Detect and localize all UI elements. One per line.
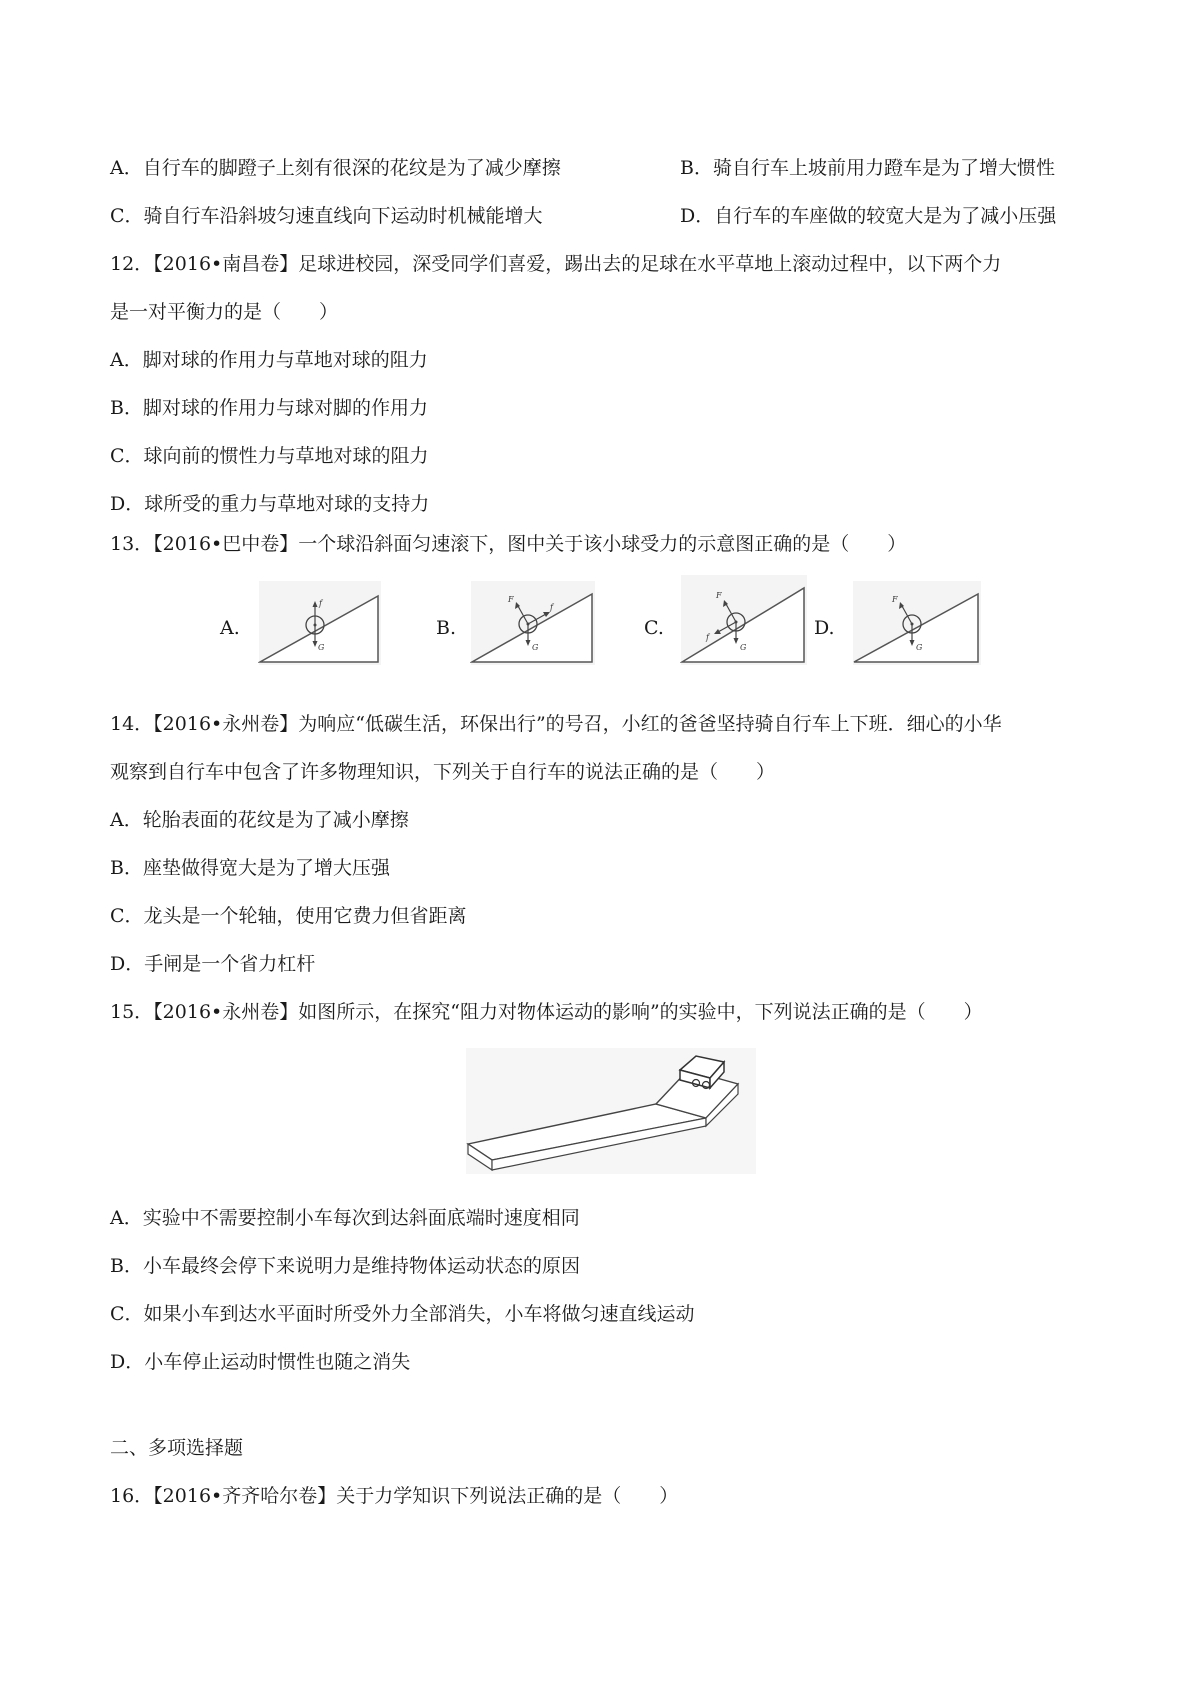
q16-stem: 16．【2016•齐齐哈尔卷】关于力学知识下列说法正确的是（ ） [110, 1485, 679, 1507]
force-label-f: f [319, 599, 322, 608]
q12-option-a: A．脚对球的作用力与草地对球的阻力 [110, 349, 428, 371]
q15-option-c: C．如果小车到达水平面时所受外力全部消失，小车将做匀速直线运动 [110, 1303, 695, 1325]
q15-stem: 15．【2016•永州卷】如图所示，在探究“阻力对物体运动的影响”的实验中，下列说法正确的是（ ） [110, 1001, 983, 1023]
q12-option-b: B．脚对球的作用力与球对脚的作用力 [110, 397, 428, 419]
force-label-g: G [916, 643, 923, 652]
q13-option-a-label: A. [220, 617, 240, 639]
section-title-multiple-choice: 二、多项选择题 [110, 1437, 244, 1459]
q15-option-d: D．小车停止运动时惯性也随之消失 [110, 1351, 411, 1373]
force-label-f-upper: F [508, 595, 514, 604]
q15-option-a: A．实验中不需要控制小车每次到达斜面底端时速度相同 [110, 1207, 580, 1229]
ramp-cart-figure [466, 1048, 756, 1174]
q14-option-b: B．座垫做得宽大是为了增大压强 [110, 857, 390, 879]
q13-option-d-label: D. [814, 617, 835, 639]
q12-option-d: D．球所受的重力与草地对球的支持力 [110, 493, 430, 515]
q13-option-c-label: C. [644, 617, 664, 639]
force-label-g: G [532, 643, 539, 652]
q12-stem-line2: 是一对平衡力的是（ ） [110, 301, 339, 323]
q14-option-c: C．龙头是一个轮轴，使用它费力但省距离 [110, 905, 467, 927]
q13-option-b-label: B. [436, 617, 457, 639]
force-label-f: f [706, 633, 709, 642]
force-label-f-upper: F [892, 595, 898, 604]
force-label-f: f [550, 603, 553, 612]
q13-stem: 13．【2016•巴中卷】一个球沿斜面匀速滚下，图中关于该小球受力的示意图正确的是（ ） [110, 533, 907, 555]
q15-option-b: B．小车最终会停下来说明力是维持物体运动状态的原因 [110, 1255, 580, 1277]
q14-stem-line1: 14．【2016•永州卷】为响应“低碳生活，环保出行”的号召，小红的爸爸坚持骑自行车上下班．细心的小华 [110, 713, 1002, 735]
q13-figure-b [470, 580, 596, 666]
q14-option-d: D．手闸是一个省力杠杆 [110, 953, 316, 975]
q13-figure-d [852, 580, 982, 666]
q13-figure-c [680, 574, 808, 666]
force-label-g: G [318, 643, 325, 652]
q11-option-a: A．自行车的脚蹬子上刻有很深的花纹是为了减少摩擦 [110, 157, 561, 179]
q11-option-b: B．骑自行车上坡前用力蹬车是为了增大惯性 [680, 157, 1055, 179]
q13-figure-a [258, 580, 382, 666]
q12-stem-line1: 12．【2016•南昌卷】足球进校园，深受同学们喜爱，踢出去的足球在水平草地上滚动过程中，以下两个力 [110, 253, 1002, 275]
q14-stem-line2: 观察到自行车中包含了许多物理知识，下列关于自行车的说法正确的是（ ） [110, 761, 776, 783]
q14-option-a: A．轮胎表面的花纹是为了减小摩擦 [110, 809, 409, 831]
force-label-f-upper: F [716, 591, 722, 600]
force-label-g: G [740, 643, 747, 652]
q11-option-c: C．骑自行车沿斜坡匀速直线向下运动时机械能增大 [110, 205, 543, 227]
q12-option-c: C．球向前的惯性力与草地对球的阻力 [110, 445, 429, 467]
q11-option-d: D．自行车的车座做的较宽大是为了减小压强 [680, 205, 1057, 227]
